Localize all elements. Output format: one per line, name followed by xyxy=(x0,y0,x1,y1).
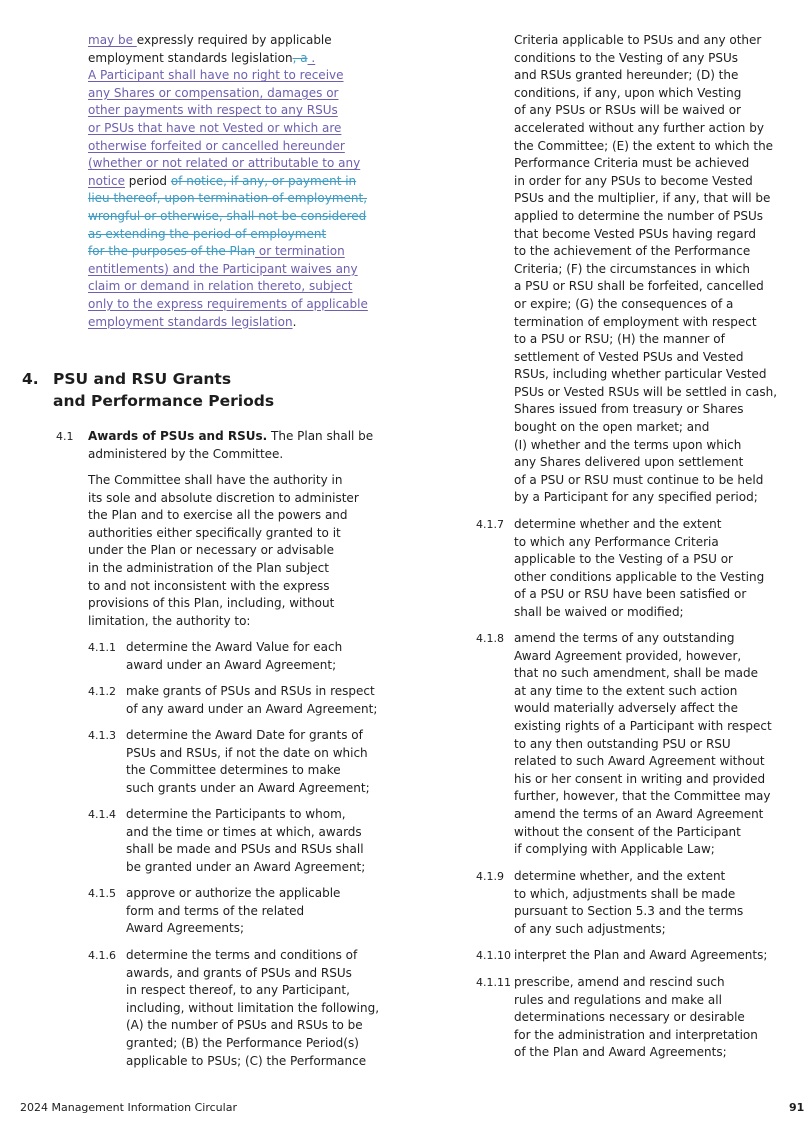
clause-text: The Plan shall be xyxy=(267,429,374,443)
paragraph-line: Shares issued from treasury or Shares xyxy=(514,402,744,417)
inserted-text: other payments with respect to any RSUs xyxy=(88,103,338,118)
paragraph-line: a PSU or RSU shall be forfeited, cancelled xyxy=(514,279,764,294)
clause-text: amend the terms of an Award Agreement xyxy=(514,807,764,821)
clause-number: 4.1.1 xyxy=(88,641,116,654)
clause-text: related to such Award Agreement without xyxy=(514,754,765,769)
clause-number: 4.1 xyxy=(56,430,74,443)
inserted-text: or termination xyxy=(255,244,345,259)
paragraph-line: by a Participant for any specified period; xyxy=(514,490,758,505)
clause-text: award under an Award Agreement; xyxy=(126,657,337,672)
clause-text: amend the terms of any outstanding xyxy=(514,631,735,645)
paragraph-line: The Committee shall have the authority in xyxy=(88,473,343,487)
paragraph-line: accelerated without any further action by xyxy=(514,120,764,135)
paragraph-line xyxy=(88,85,368,103)
clause-text: PSUs and RSUs, if not the date on which xyxy=(126,745,368,760)
paragraph-line: to and not inconsistent with the express xyxy=(88,578,330,593)
inserted-text: may be xyxy=(88,33,137,47)
inserted-text: otherwise forfeited or cancelled hereunder xyxy=(88,138,345,153)
paragraph-line xyxy=(88,226,368,244)
paragraph-line: the Committee; (E) the extent to which the xyxy=(514,138,774,153)
section-title-line-2: and Performance Periods xyxy=(53,392,275,410)
paragraph-line xyxy=(88,102,368,120)
clause-text: to which any Performance Criteria xyxy=(514,534,719,549)
clause-text: other conditions applicable to the Vesting xyxy=(514,569,765,584)
section-title-line-1: PSU and RSU Grants xyxy=(53,370,232,388)
clause-text: such grants under an Award Agreement; xyxy=(126,780,370,795)
clause-text: of a PSU or RSU have been satisfied or xyxy=(514,587,747,602)
clause-text: determine the Award Value for each xyxy=(126,640,343,654)
paragraph-line: RSUs, including whether particular Vested xyxy=(514,367,767,382)
clause-text: of any such adjustments; xyxy=(514,921,666,936)
inserted-text: only to the express requirements of applicable xyxy=(88,296,368,311)
body-text: employment standards legislation xyxy=(88,50,293,65)
clause-text: his or her consent in writing and provided xyxy=(514,771,766,786)
paragraph-line: and RSUs granted hereunder; (D) the xyxy=(514,68,739,83)
paragraph-line: or expire; (G) the consequences of a xyxy=(514,296,734,311)
paragraph-line: settlement of Vested PSUs and Vested xyxy=(514,349,744,364)
clause-text: applicable to PSUs; (C) the Performance xyxy=(126,1053,367,1068)
clause-text: of the Plan and Award Agreements; xyxy=(514,1045,727,1060)
paragraph-line xyxy=(88,243,368,261)
clause-4-1 xyxy=(56,428,396,464)
committee-authority-paragraph xyxy=(88,472,359,630)
deleted-text: as extending the period of employment xyxy=(88,226,327,241)
paragraph-line xyxy=(88,32,368,50)
clause-text: be granted under an Award Agreement; xyxy=(126,859,366,874)
paragraph-line xyxy=(88,296,368,314)
clause-text: determine the terms and conditions of xyxy=(126,948,358,962)
paragraph-line: conditions to the Vesting of any PSUs xyxy=(514,50,739,65)
clause-text: rules and regulations and make all xyxy=(514,992,722,1007)
paragraph-line xyxy=(88,278,368,296)
clause-text: if complying with Applicable Law; xyxy=(514,842,715,857)
clause-text: determine whether and the extent xyxy=(514,517,722,531)
paragraph-line: provisions of this Plan, including, without xyxy=(88,596,335,611)
paragraph-line: of a PSU or RSU must continue to be held xyxy=(514,472,764,487)
paragraph-line: in the administration of the Plan subject xyxy=(88,560,329,575)
clause-number: 4.1.5 xyxy=(88,887,116,900)
deleted-text: wrongful or otherwise, shall not be considered xyxy=(88,208,367,223)
paragraph-line xyxy=(88,261,368,279)
inserted-text: notice xyxy=(88,173,125,188)
clause-text: determine the Participants to whom, xyxy=(126,807,346,821)
clause-text: form and terms of the related xyxy=(126,903,305,918)
clause-text: determinations necessary or desirable xyxy=(514,1010,745,1025)
paragraph-line: to a PSU or RSU; (H) the manner of xyxy=(514,332,725,347)
page-number: 91 xyxy=(789,1101,805,1114)
paragraph-line xyxy=(88,173,368,191)
paragraph-line: Criteria applicable to PSUs and any other xyxy=(514,33,762,47)
clause-number: 4.1.11 xyxy=(476,976,511,989)
clause-number: 4.1.4 xyxy=(88,808,116,821)
deleted-text: for the purposes of the Plan xyxy=(88,244,256,259)
inserted-text: claim or demand in relation thereto, subject xyxy=(88,279,353,294)
clause-4-1-6-continuation xyxy=(514,32,777,507)
paragraph-line xyxy=(88,120,368,138)
clause-number: 4.1.3 xyxy=(88,729,116,742)
clause-number: 4.1.2 xyxy=(88,685,116,698)
clause-text: (A) the number of PSUs and RSUs to be xyxy=(126,1018,363,1033)
paragraph-line: any Shares delivered upon settlement xyxy=(514,455,744,470)
clause-number: 4.1.7 xyxy=(476,518,504,531)
paragraph-line xyxy=(88,155,368,173)
paragraph-line xyxy=(88,208,368,226)
clause-text: existing rights of a Participant with respect xyxy=(514,719,772,733)
clause-text: shall be made and PSUs and RSUs shall xyxy=(126,842,364,857)
clause-text: make grants of PSUs and RSUs in respect xyxy=(126,684,375,698)
inserted-text: employment standards legislation xyxy=(88,314,293,329)
clause-text: for the administration and interpretation xyxy=(514,1027,758,1042)
clause-number: 4.1.10 xyxy=(476,949,511,962)
clause-number: 4.1.8 xyxy=(476,632,504,645)
paragraph-line: applied to determine the number of PSUs xyxy=(514,208,763,223)
paragraph-line: the Plan and to exercise all the powers and xyxy=(88,508,348,523)
clause-text: pursuant to Section 5.3 and the terms xyxy=(514,904,744,919)
inserted-text: any Shares or compensation, damages or xyxy=(88,85,339,100)
paragraph-line: of any PSUs or RSUs will be waived or xyxy=(514,103,741,118)
paragraph-line: that become Vested PSUs having regard xyxy=(514,226,756,241)
clause-text: shall be waived or modified; xyxy=(514,605,684,619)
clause-text: prescribe, amend and rescind such xyxy=(514,975,725,989)
clause-text: to which, adjustments shall be made xyxy=(514,886,736,901)
clause-text: to any then outstanding PSU or RSU xyxy=(514,736,731,751)
inserted-text: entitlements) and the Participant waives any xyxy=(88,261,358,276)
paragraph-line: limitation, the authority to: xyxy=(88,613,251,628)
clause-text: granted; (B) the Performance Period(s) xyxy=(126,1036,359,1050)
clause-text: the Committee determines to make xyxy=(126,763,341,778)
paragraph-line: under the Plan or necessary or advisable xyxy=(88,543,335,558)
paragraph-line xyxy=(88,138,368,156)
paragraph-line: PSUs or Vested RSUs will be settled in cash, xyxy=(514,384,778,399)
clause-text: that no such amendment, shall be made xyxy=(514,666,759,681)
paragraph-line: PSUs and the multiplier, if any, that will be xyxy=(514,191,771,206)
paragraph-line: its sole and absolute discretion to administer xyxy=(88,490,359,505)
paragraph-line: conditions, if any, upon which Vesting xyxy=(514,85,742,100)
deleted-text: lieu thereof, upon termination of employment, xyxy=(88,191,368,206)
tracked-changes-paragraph xyxy=(88,32,368,331)
clause-text: interpret the Plan and Award Agreements; xyxy=(514,948,768,962)
inserted-text: A Participant shall have no right to receive xyxy=(88,68,344,83)
body-text: . xyxy=(292,314,297,329)
section-number: 4. xyxy=(22,370,39,388)
paragraph-line: (I) whether and the terms upon which xyxy=(514,437,742,452)
paragraph-line: in order for any PSUs to become Vested xyxy=(514,173,753,188)
clause-text: awards, and grants of PSUs and RSUs xyxy=(126,965,352,980)
paragraph-line xyxy=(88,190,368,208)
clause-text: and the time or times at which, awards xyxy=(126,824,362,839)
paragraph-line: termination of employment with respect xyxy=(514,314,757,329)
clause-text: approve or authorize the applicable xyxy=(126,886,341,900)
clause-number: 4.1.9 xyxy=(476,870,504,883)
body-text: period xyxy=(124,173,171,188)
clause-text: applicable to the Vesting of a PSU or xyxy=(514,552,733,567)
clause-text: Award Agreement provided, however, xyxy=(514,648,742,663)
clause-text: further, however, that the Committee may xyxy=(514,789,771,804)
inserted-text: or PSUs that have not Vested or which are xyxy=(88,120,342,135)
paragraph-line: Performance Criteria must be achieved xyxy=(514,156,750,171)
clause-text: in respect thereof, to any Participant, xyxy=(126,983,350,998)
clause-text: determine the Award Date for grants of xyxy=(126,728,363,742)
paragraph-line: to the achievement of the Performance xyxy=(514,244,751,259)
paragraph-line: authorities either specifically granted to it xyxy=(88,525,341,540)
clause-text: administered by the Committee. xyxy=(88,446,284,461)
paragraph-line xyxy=(88,314,368,332)
paragraph-line xyxy=(88,67,368,85)
clause-text: at any time to the extent such action xyxy=(514,683,738,698)
inserted-text: (whether or not related or attributable to any xyxy=(88,156,361,171)
clause-text: without the consent of the Participant xyxy=(514,824,741,839)
inserted-text: . xyxy=(307,50,316,65)
clause-text: determine whether, and the extent xyxy=(514,869,726,883)
paragraph-line: bought on the open market; and xyxy=(514,420,710,435)
paragraph-line: Criteria; (F) the circumstances in which xyxy=(514,261,750,276)
body-text: expressly required by applicable xyxy=(136,33,332,47)
clause-text: including, without limitation the following, xyxy=(126,1000,380,1015)
footer-publication: 2024 Management Information Circular xyxy=(20,1101,237,1114)
clause-heading: Awards of PSUs and RSUs. xyxy=(88,429,268,443)
clause-text: would materially adversely affect the xyxy=(514,701,738,716)
clause-text: Award Agreements; xyxy=(126,921,244,936)
clause-text: of any award under an Award Agreement; xyxy=(126,701,378,716)
paragraph-line xyxy=(88,50,368,68)
deleted-text: , a xyxy=(292,50,308,65)
deleted-text: of notice, if any, or payment in xyxy=(170,173,357,188)
clause-number: 4.1.6 xyxy=(88,949,116,962)
